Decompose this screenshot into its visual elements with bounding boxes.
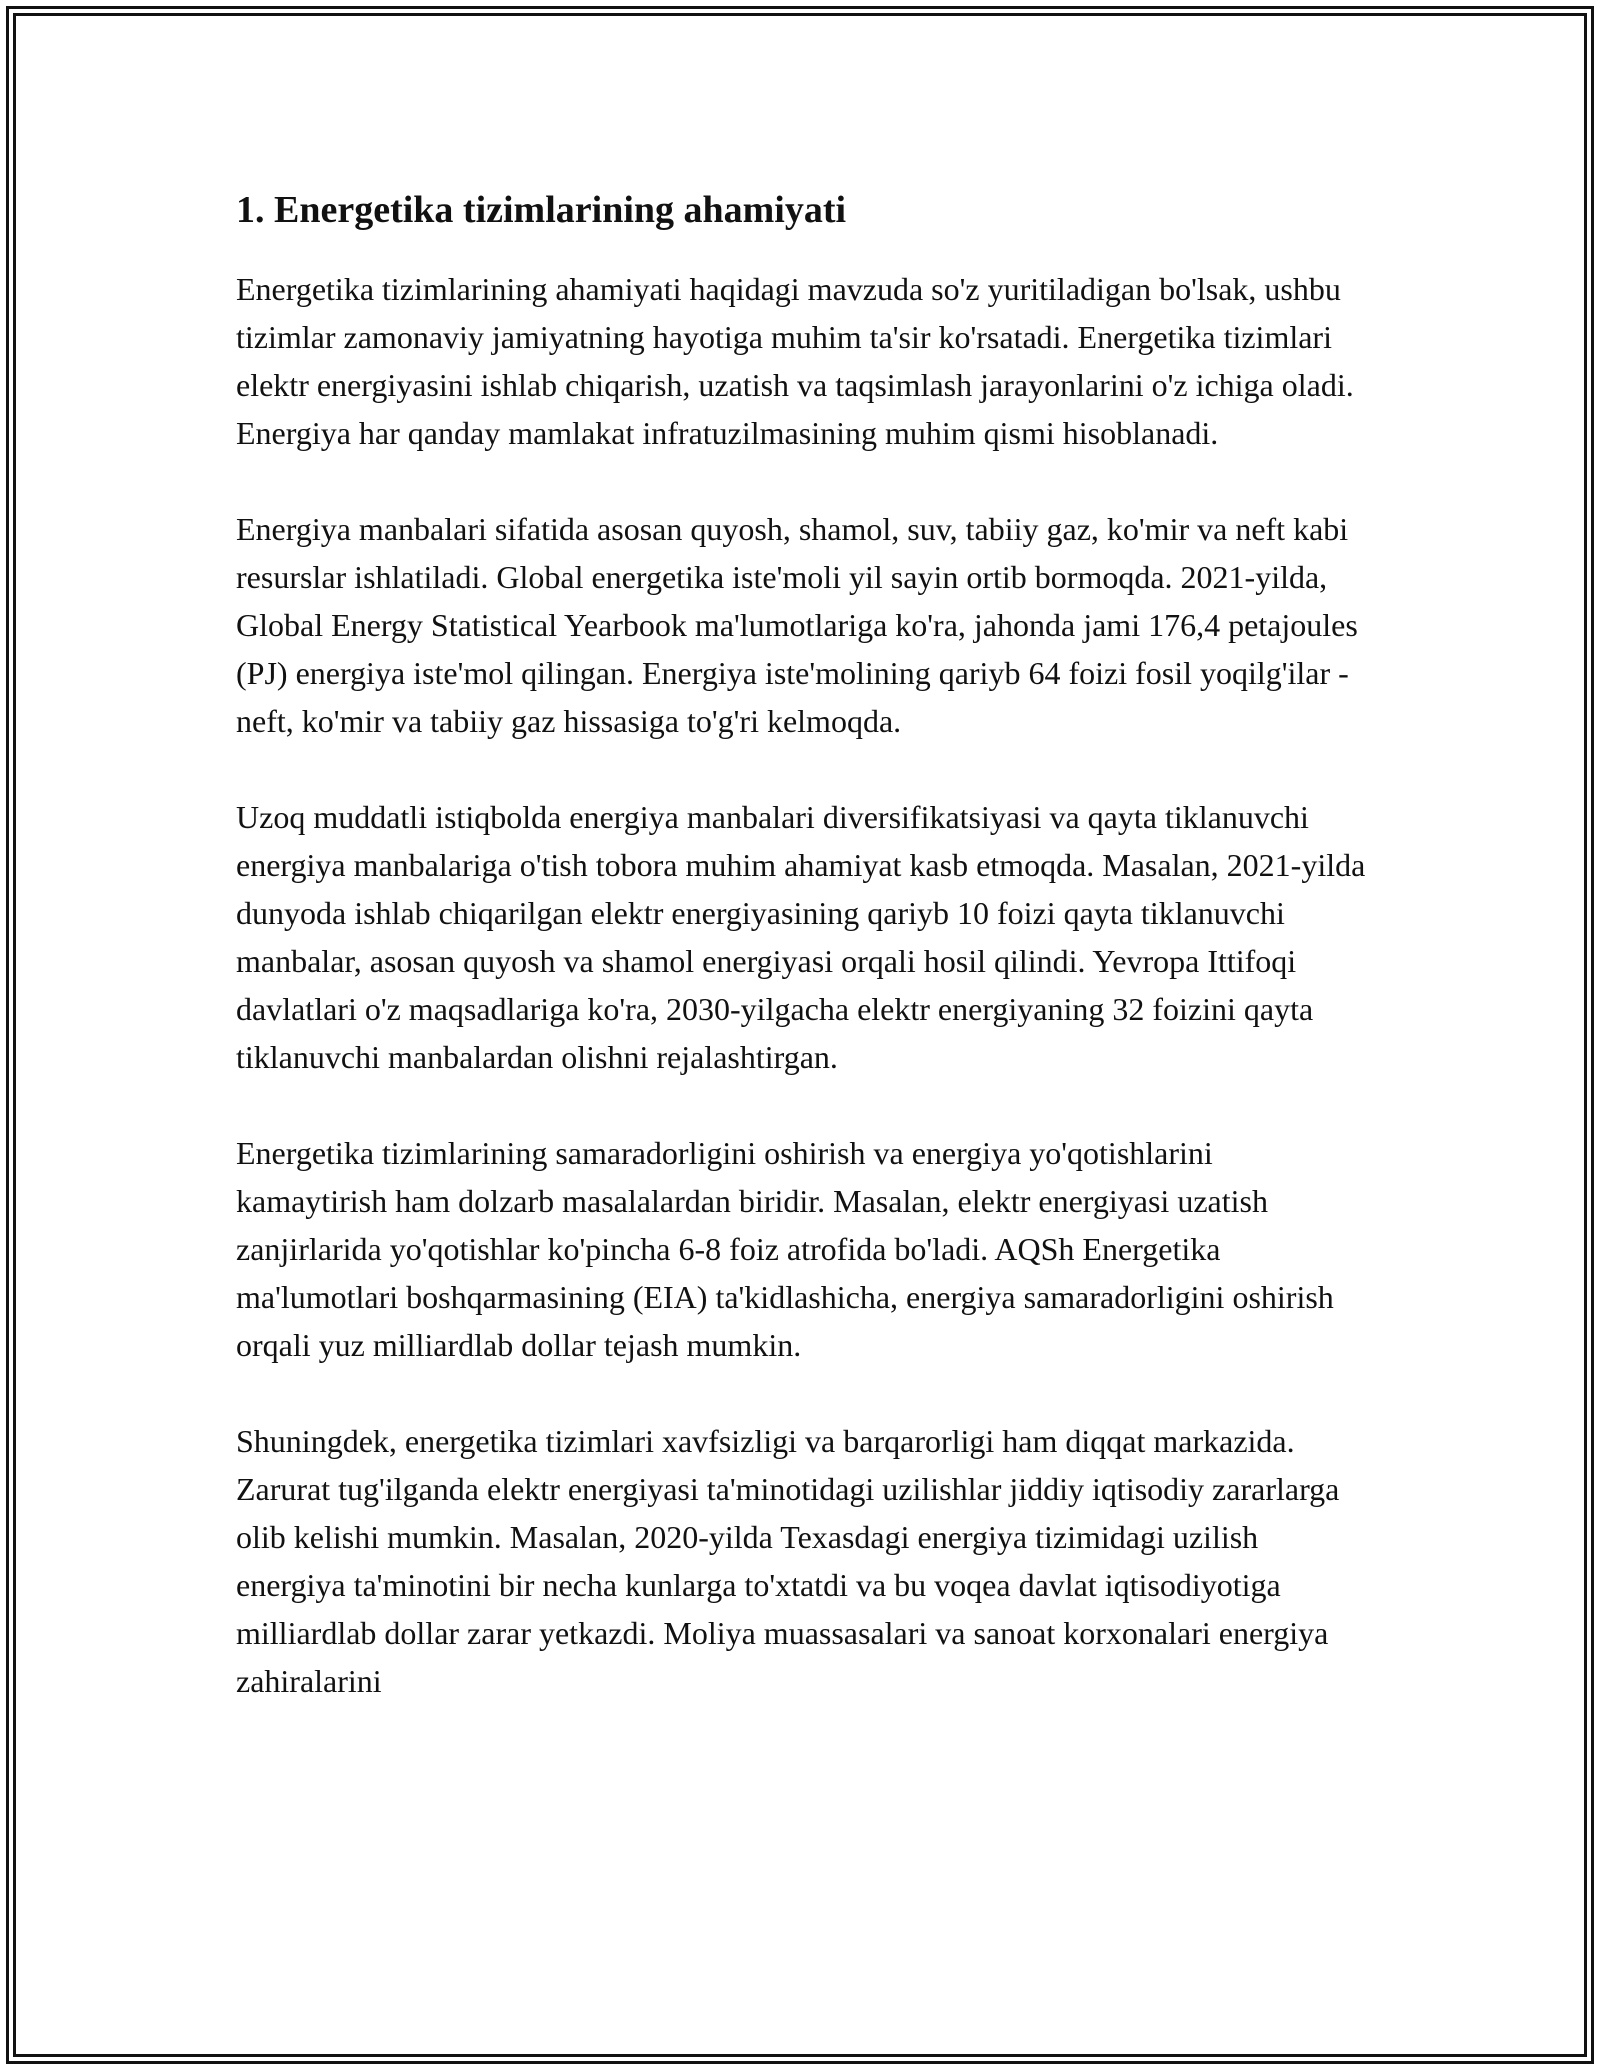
paragraph-4: Energetika tizimlarining samaradorligini oshirish va energiya yo'qotishlarini kamaytirish ham dolzarb masalalardan biridir. Masalan, elektr energiyasi uzatish zanjirlarida yo'qotishlar ko'pincha 6-8 foiz atrofida bo'ladi. AQSh Energetika ma'lumotlari boshqarmasining (EIA) ta'kidlashicha, energiya samaradorligini oshirish orqali yuz milliardlab dollar tejash mumkin. [236, 1135, 1334, 1364]
paragraph-5: Shuningdek, energetika tizimlari xavfsizligi va barqarorligi ham diqqat markazida. Zarurat tug'ilganda elektr energiyasi ta'minotidagi uzilishlar jiddiy iqtisodiy zararlarga olib kelishi mumkin. Masalan, 2020-yilda Texasdagi energiya tizimidagi uzilish energiya ta'minotini bir necha kunlarga to'xtatdi va bu voqea davlat iqtisodiyotiga milliardlab dollar zarar yetkazdi. Moliya muassasalari va sanoat korxonalari energiya zahiralarini [236, 1423, 1340, 1700]
paragraph-3: Uzoq muddatli istiqbolda energiya manbalari diversifikatsiyasi va qayta tiklanuvchi energiya manbalariga o'tish tobora muhim ahamiyat kasb etmoqda. Masalan, 2021-yilda dunyoda ishlab chiqarilgan elektr energiyasining qariyb 10 foizi qayta tiklanuvchi manbalar, asosan quyosh va shamol energiyasi orqali hosil qilindi. Yevropa Ittifoqi davlatlari o'z maqsadlariga ko'ra, 2030-yilgacha elektr energiyaning 32 foizini qayta tiklanuvchi manbalardan olishni rejalashtirgan. [236, 799, 1366, 1076]
paragraph-1: Energetika tizimlarining ahamiyati haqidagi mavzuda so'z yuritiladigan bo'lsak, ushbu tizimlar zamonaviy jamiyatning hayotiga muhim ta'sir ko'rsatadi. Energetika tizimlari elektr energiyasini ishlab chiqarish, uzatish va taqsimlash jarayonlarini o'z ichiga oladi. Energiya har qanday mamlakat infratuzilmasining muhim qismi hisoblanadi. [236, 271, 1354, 452]
document-body [236, 186, 1366, 1753]
section-heading: 1. Energetika tizimlarining ahamiyati [236, 189, 847, 231]
paragraph-2: Energiya manbalari sifatida asosan quyosh, shamol, suv, tabiiy gaz, ko'mir va neft kabi resurslar ishlatiladi. Global energetika iste'moli yil sayin ortib bormoqda. 2021-yilda, Global Energy Statistical Yearbook ma'lumotlariga ko'ra, jahonda jami 176,4 petajoules (PJ) energiya iste'mol qilingan. Energiya iste'molining qariyb 64 foizi fosil yoqilg'ilar - neft, ko'mir va tabiiy gaz hissasiga to'g'ri kelmoqda. [236, 511, 1358, 740]
